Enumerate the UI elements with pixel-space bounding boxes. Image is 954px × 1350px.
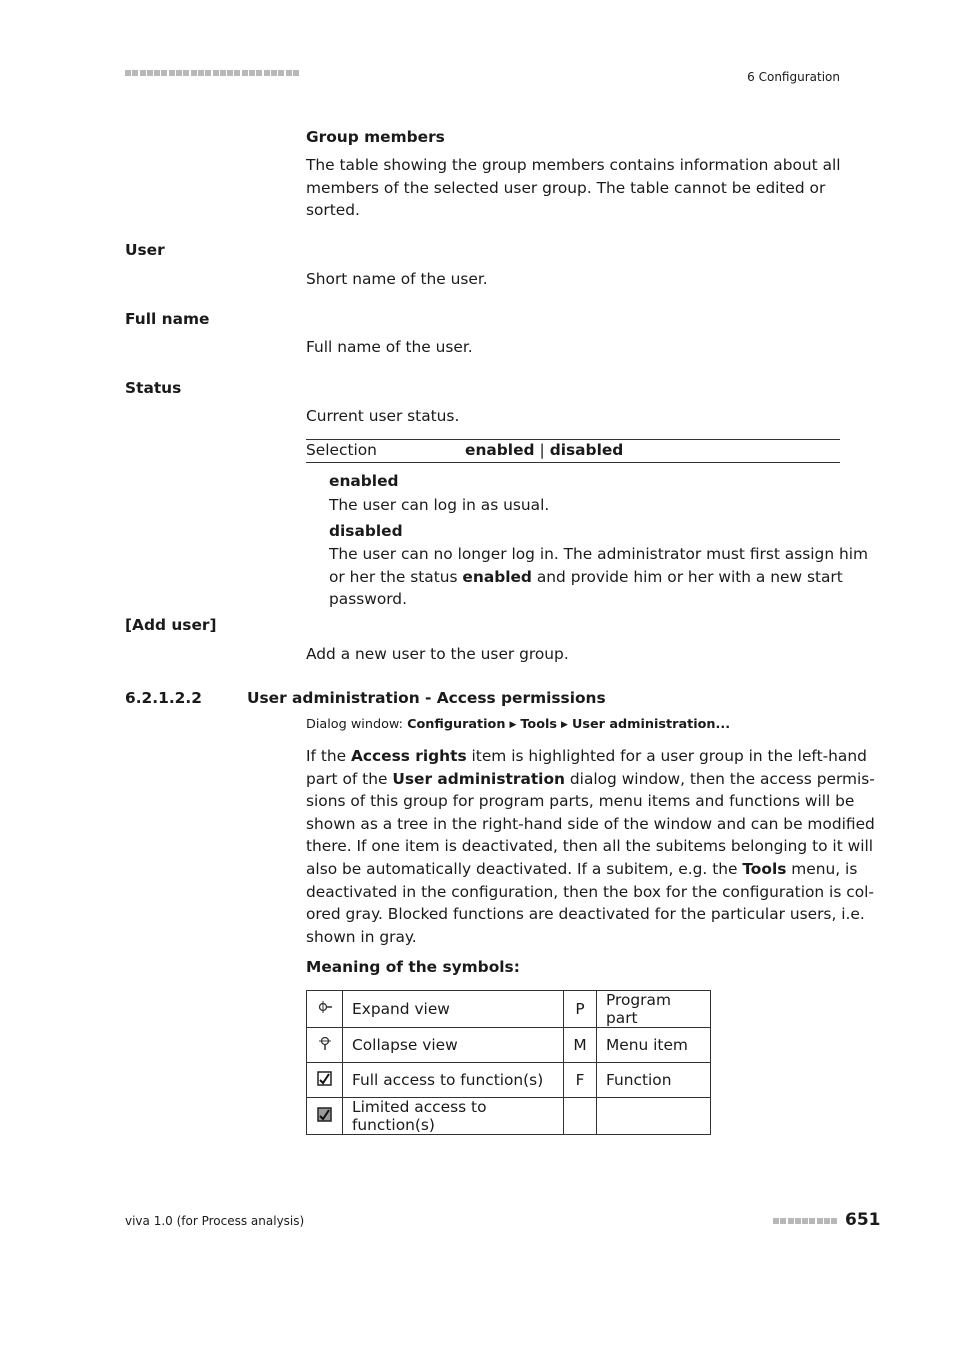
text-line: deactivated in the configuration, then the box for the configuration is col-: [306, 882, 874, 901]
header-decoration: [125, 70, 307, 80]
arrow-right-icon: ▶: [509, 720, 517, 730]
text-line: there. If one item is deactivated, then all the subitems belonging to it will: [306, 837, 874, 856]
table-row: [307, 1028, 711, 1063]
symbol-letter: [564, 1098, 597, 1135]
page-number: 651: [845, 1210, 881, 1230]
arrow-right-icon: ▶: [561, 720, 568, 730]
symbol-letter: P: [564, 991, 597, 1028]
text-line: sions of this group for program parts, menu items and functions will be: [306, 792, 855, 811]
add-user-label: [Add user]: [125, 616, 217, 634]
add-user-description: Add a new user to the user group.: [306, 645, 569, 663]
selection-values: [465, 441, 623, 459]
path-tools: Tools: [520, 717, 558, 732]
text-run: If the: [306, 747, 351, 765]
user-description: Short name of the user.: [306, 270, 488, 288]
selection-label: Selection: [306, 441, 377, 459]
symbol-description: Collapse view: [343, 1028, 564, 1063]
symbol-description: Limited access to function(s): [343, 1098, 564, 1135]
section-number: 6.2.1.2.2: [125, 689, 202, 707]
text-run-bold: User administration: [392, 769, 565, 788]
status-description: Current user status.: [306, 407, 460, 425]
text-line: [306, 858, 875, 881]
full-name-description: Full name of the user.: [306, 338, 473, 356]
text-line: [306, 768, 875, 791]
access-permissions-paragraph: [306, 745, 875, 948]
enabled-title: enabled: [329, 472, 399, 490]
dialog-path: [306, 717, 730, 732]
symbol-description: Expand view: [343, 991, 564, 1028]
text-line: The table showing the group members contains information about all: [306, 156, 841, 174]
text-run: and provide him or her with a new start: [531, 567, 843, 586]
disabled-title: disabled: [329, 522, 403, 540]
option-disabled: disabled: [549, 441, 624, 459]
section-title: User administration - Access permissions: [247, 689, 606, 707]
text-line: members of the selected user group. The table cannot be edited or: [306, 178, 826, 197]
option-enabled: enabled: [465, 441, 535, 459]
text-run-bold: enabled: [462, 567, 532, 586]
option-separator: |: [539, 441, 545, 459]
group-members-description: [306, 154, 841, 222]
symbol-meaning: Program part: [597, 991, 711, 1028]
text-line: shown in gray.: [306, 927, 417, 946]
text-run: or her the status: [329, 567, 463, 586]
symbols-heading: Meaning of the symbols:: [306, 958, 520, 976]
footer-decoration: [773, 1218, 839, 1237]
path-user-administration: User administration...: [571, 717, 731, 732]
text-run: item is highlighted for a user group in the left-hand: [466, 747, 867, 765]
symbol-meaning: Function: [597, 1063, 711, 1098]
disabled-description: [329, 543, 868, 611]
table-row: [307, 1063, 711, 1098]
text-line: [306, 745, 875, 768]
symbol-letter: F: [564, 1063, 597, 1098]
selection-table: [306, 439, 840, 463]
expand-view-icon: [307, 991, 343, 1028]
text-run-bold: Access rights: [351, 747, 467, 765]
symbols-table: [306, 990, 711, 1135]
text-line: The user can no longer log in. The administrator must first assign him: [329, 545, 868, 563]
collapse-view-icon: [307, 1028, 343, 1063]
text-run: dialog window, then the access permis-: [565, 769, 875, 788]
text-run-bold: Tools: [742, 859, 787, 878]
path-configuration: Configuration: [407, 717, 506, 732]
user-label: User: [125, 241, 165, 259]
enabled-description: The user can log in as usual.: [329, 496, 550, 514]
text-run: also be automatically deactivated. If a subitem, e.g. the: [306, 859, 743, 878]
text-line: [329, 566, 868, 589]
text-line: sorted.: [306, 201, 360, 220]
symbol-meaning: [597, 1098, 711, 1135]
limited-access-icon: [307, 1098, 343, 1135]
product-name: viva 1.0 (for Process analysis): [125, 1214, 305, 1228]
text-run: menu, is: [786, 859, 858, 878]
chapter-title: 6 Configuration: [747, 70, 840, 84]
text-line: password.: [329, 590, 407, 609]
status-label: Status: [125, 379, 182, 397]
text-line: ored gray. Blocked functions are deactivated for the particular users, i.e.: [306, 905, 865, 924]
symbol-description: Full access to function(s): [343, 1063, 564, 1098]
symbol-meaning: Menu item: [597, 1028, 711, 1063]
text-line: shown as a tree in the right-hand side of the window and can be modified: [306, 814, 875, 833]
full-name-label: Full name: [125, 310, 210, 328]
full-access-icon: [307, 1063, 343, 1098]
group-members-heading: Group members: [306, 128, 445, 146]
dialog-prefix: Dialog window:: [306, 717, 408, 732]
text-run: part of the: [306, 769, 393, 788]
symbol-letter: M: [564, 1028, 597, 1063]
table-row: [307, 991, 711, 1028]
table-row: [307, 1098, 711, 1135]
